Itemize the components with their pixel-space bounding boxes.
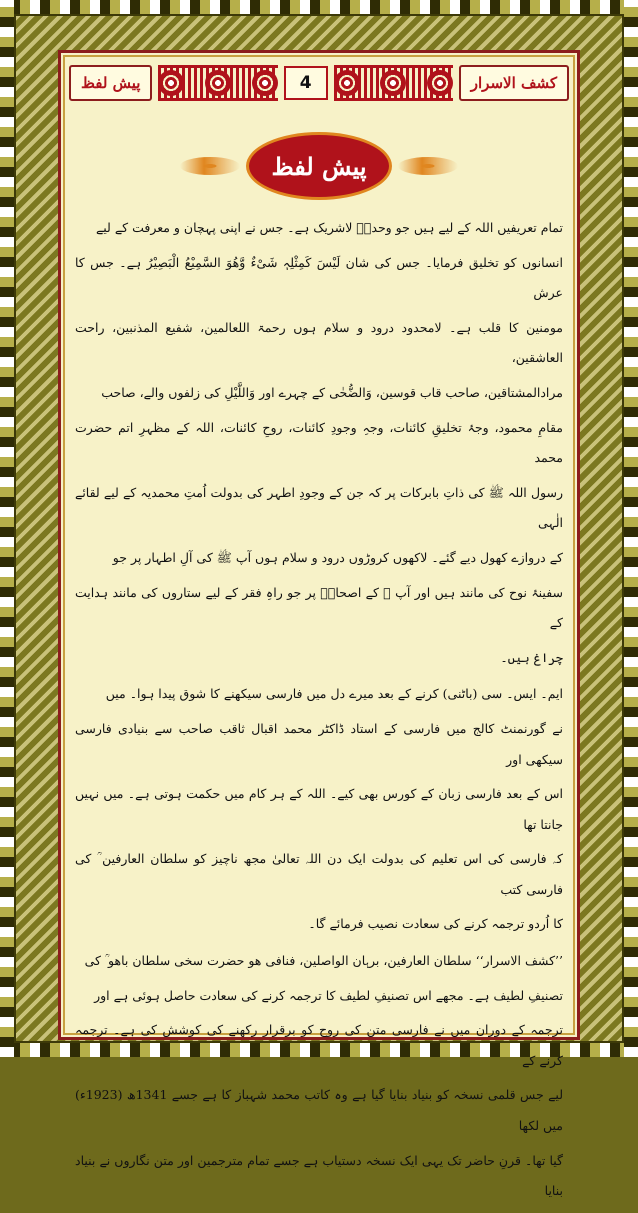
rosette-icon [252, 70, 278, 96]
page-header [69, 65, 569, 101]
text-line: مرادالمشتاقین، صاحب قاب قوسین، وَالضُّحٰی کے چہرے اور وَاللَّیْلِ کی زلفوں والے، صاحب [101, 384, 563, 400]
text-line: نے گورنمنٹ کالج میں فارسی کے استاد ڈاکٹر محمد اقبال ثاقب صاحب سے بنیادی فارسی سیکھی اور [75, 720, 563, 767]
text-line: گیا تھا۔ قرنِ حاضر تک یہی ایک نسخہ دستیاب ہے جسے تمام مترجمین اور متن نگاروں نے بنیاد بنایا [75, 1152, 563, 1199]
text-line: کہ فارسی کی اس تعلیم کی بدولت ایک دن اللہ تعالیٰ مجھ ناچیز کو سلطان العارفین ؒ کی فارسی کتب [75, 851, 563, 897]
body-text [75, 213, 563, 1213]
border-strip-top [0, 0, 638, 14]
rosette-icon [158, 70, 184, 96]
text-line: ایم۔ ایس۔ سی (باٹنی) کرنے کے بعد میرے دل میں فارسی سیکھنے کا شوق پیدا ہوا۔ میں [105, 686, 563, 702]
text-line: انسانوں کو تخلیق فرمایا۔ جس کی شان لَیْسَ کَمِثْلِہٖ شَیْءٌ وَّھُوَ السَّمِیْعُ الْبَصِیْرُ ہے۔ جس کا عرش [75, 254, 563, 301]
text-line: لیے جس قلمی نسخہ کو بنیاد بنایا گیا ہے وہ کاتب محمد شہباز کا ہے جسے 1341ھ (1923ء) میں لکھا [75, 1087, 563, 1134]
text-line: رسول اللہ ﷺ کی ذاتِ بابرکات پر کہ جن کے وجودِ اطہر کی بدولت اُمتِ محمدیہ کے لیے لقائے الٰہی [75, 484, 563, 531]
rosette-icon [427, 70, 453, 96]
paragraph [75, 946, 563, 1207]
text-line: ترجمہ کے دوران میں نے فارسی متن کی روح کو برقرار رکھنے کی کوشش کی ہے۔ ترجمہ کرنے کے [75, 1022, 563, 1068]
text-line: مقامِ محمود، وجۂ تخلیقِ کائنات، وجہِ وجودِ کائنات، روحِ کائنات، اللہ کے مظہرِ اتم حضرت محمد [75, 419, 563, 466]
paragraph [75, 213, 563, 673]
book-page [58, 50, 580, 1199]
text-line: ’’کشف الاسرار‘‘ سلطان العارفین، برہان الواصلین، فنافی ھو حضرت سخی سلطان باھو ؒ کی [84, 953, 563, 969]
flourish-left-icon [180, 157, 240, 175]
rosette-icon [334, 70, 360, 96]
paragraph [75, 679, 563, 940]
border-strip-left [0, 0, 14, 1057]
header-ornament-right [334, 65, 453, 101]
border-strip-right [624, 0, 638, 1057]
text-line: تصنیفِ لطیف ہے۔ مجھے اس تصنیفِ لطیف کا ترجمہ کرنے کی سعادت حاصل ہوئی ہے اور [94, 987, 563, 1003]
flourish-right-icon [398, 157, 458, 175]
chapter-title-wrap [61, 131, 577, 201]
text-line: تمام تعریفیں اللہ کے لیے ہیں جو وحدہٗ لاشریک ہے۔ جس نے اپنی پہچان و معرفت کے لیے [95, 220, 563, 235]
chapter-title: پیش لفظ [246, 132, 392, 200]
page-number: 4 [284, 66, 328, 100]
text-line: کا اُردو ترجمہ کرنے کی سعادت نصیب فرمائے گا۔ [308, 916, 563, 932]
header-ornament-left [158, 65, 277, 101]
text-line: چراغ ہیں۔ [500, 649, 563, 665]
text-line: اس کے بعد فارسی زبان کے کورس بھی کیے۔ اللہ کے ہر کام میں حکمت ہوتی ہے۔ میں نہیں جانتا تھا [75, 786, 563, 832]
rosette-icon [205, 70, 231, 96]
text-line: مومنین کا قلب ہے۔ لامحدود درود و سلام ہوں رحمۃ اللعالمین، شفیع المذنبین، راحت العاشقین، [75, 319, 563, 366]
rosette-icon [380, 70, 406, 96]
book-title: کشف الاسرار [459, 65, 569, 101]
section-label: پیش لفظ [69, 65, 152, 101]
text-line: کے دروازے کھول دیے گئے۔ لاکھوں کروڑوں درود و سلام ہوں آپ ﷺ کی آلِ اطہار پر جو [112, 549, 563, 565]
text-line: سفینۂ نوح کی مانند ہیں اور آپ ﷺ کے اصحابؓ پر جو راہِ فقر کے لیے ستاروں کی مانند ہدایت کے [75, 584, 563, 631]
